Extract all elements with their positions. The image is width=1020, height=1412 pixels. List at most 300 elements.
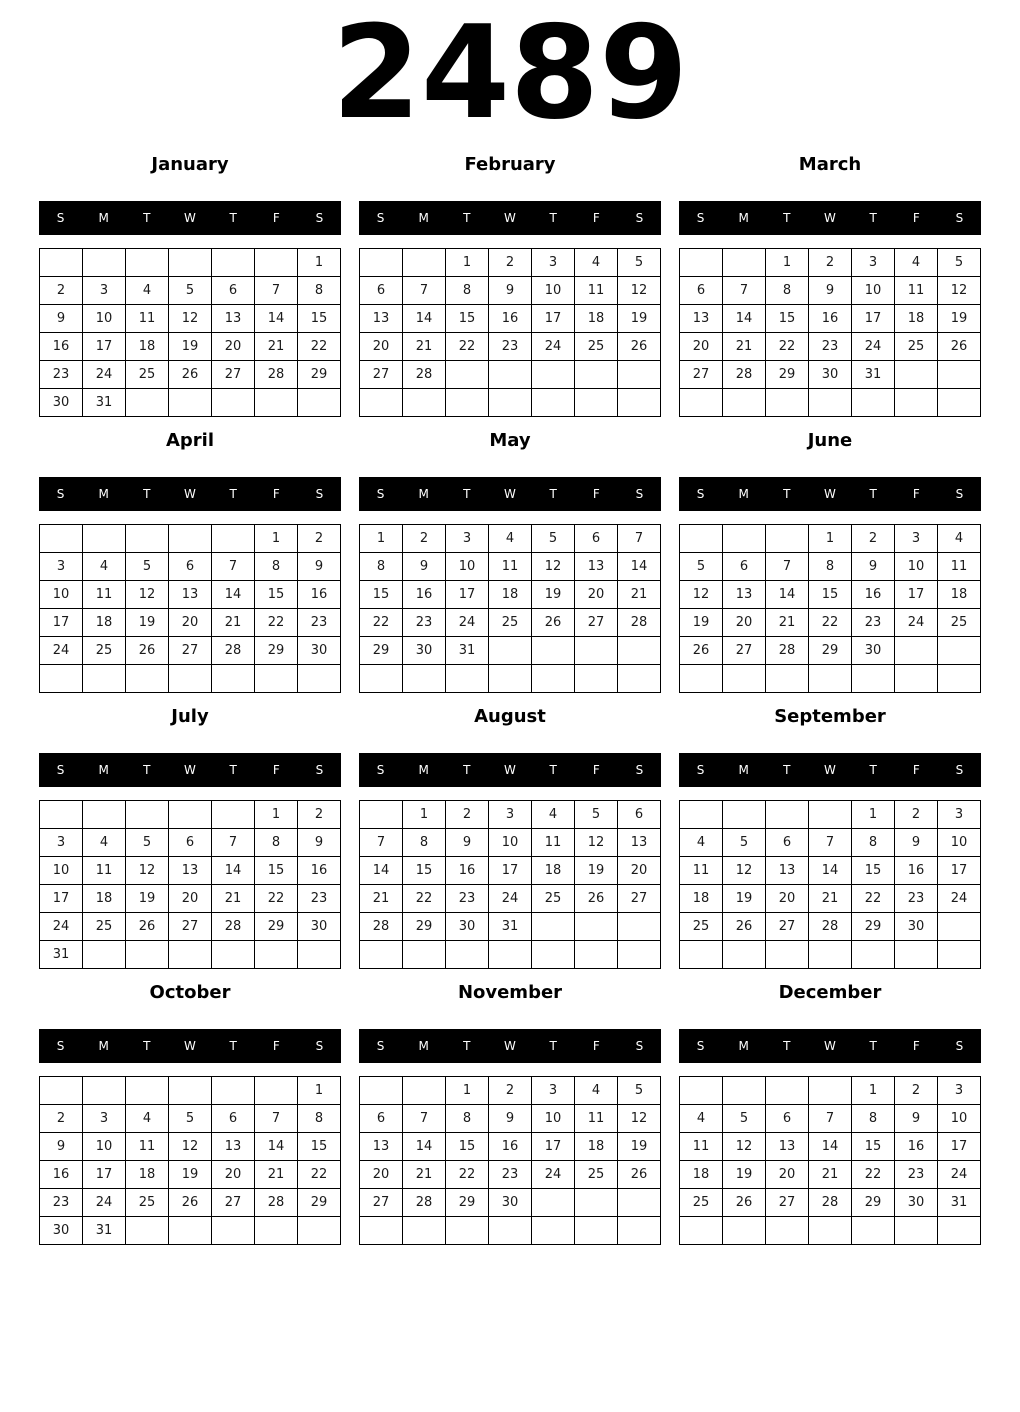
day-cell: 6 [766,1105,809,1133]
day-cell: 26 [169,361,212,389]
day-cell: 6 [680,277,723,305]
day-cell: 26 [126,913,169,941]
day-cell: 25 [895,333,938,361]
day-cell: 23 [403,609,446,637]
day-cell: 10 [532,277,575,305]
empty-day-cell [83,249,126,277]
day-cell: 24 [40,637,83,665]
day-cell: 16 [489,1133,532,1161]
day-cell: 23 [489,1161,532,1189]
day-cell: 15 [852,857,895,885]
day-cell: 31 [938,1189,981,1217]
month-day-grid [679,248,981,417]
day-cell: 22 [403,885,446,913]
weekday-label: T [549,211,557,225]
weekday-label: S [696,211,705,225]
day-cell: 16 [895,1133,938,1161]
day-cell: 1 [360,525,403,553]
weekday-label: T [869,211,877,225]
day-cell: 8 [446,277,489,305]
day-cell: 28 [403,1189,446,1217]
empty-day-cell [255,1077,298,1105]
day-cell: 16 [489,305,532,333]
empty-day-cell [169,1077,212,1105]
day-cell: 9 [298,829,341,857]
week-row [360,1217,661,1245]
day-cell: 17 [938,1133,981,1161]
empty-day-cell [169,941,212,969]
day-cell: 18 [895,305,938,333]
empty-day-cell [298,1217,341,1245]
day-cell: 15 [298,305,341,333]
empty-day-cell [446,361,489,389]
week-row [40,1217,341,1245]
month-august [359,706,661,969]
weekday-label: T [783,763,791,777]
day-cell: 6 [575,525,618,553]
empty-day-cell [809,1217,852,1245]
empty-day-cell [40,525,83,553]
day-cell: 24 [852,333,895,361]
empty-day-cell [766,801,809,829]
day-cell: 14 [723,305,766,333]
empty-day-cell [255,249,298,277]
day-cell: 2 [489,1077,532,1105]
empty-day-cell [809,389,852,417]
day-cell: 24 [40,913,83,941]
day-cell: 2 [403,525,446,553]
weekday-label: T [783,211,791,225]
day-cell: 15 [446,1133,489,1161]
empty-day-cell [575,389,618,417]
weekday-label: S [955,211,964,225]
empty-day-cell [723,525,766,553]
day-cell: 31 [40,941,83,969]
day-cell: 19 [169,333,212,361]
day-cell: 20 [360,1161,403,1189]
day-cell: 26 [723,913,766,941]
day-cell: 16 [40,333,83,361]
week-row [40,913,341,941]
empty-day-cell [489,941,532,969]
empty-day-cell [723,665,766,693]
day-cell: 10 [938,829,981,857]
week-row [360,1077,661,1105]
empty-day-cell [766,1077,809,1105]
day-cell: 14 [255,305,298,333]
day-cell: 11 [680,1133,723,1161]
week-row [680,801,981,829]
day-cell: 1 [298,1077,341,1105]
week-row [360,1133,661,1161]
month-title: October [149,982,231,1003]
day-cell: 21 [255,1161,298,1189]
empty-day-cell [83,1077,126,1105]
day-cell: 9 [446,829,489,857]
day-cell: 17 [83,333,126,361]
empty-day-cell [680,1217,723,1245]
day-cell: 4 [532,801,575,829]
month-title: May [489,430,531,451]
weekday-label: W [504,211,516,225]
week-row [680,637,981,665]
day-cell: 7 [212,829,255,857]
day-cell: 3 [40,553,83,581]
day-cell: 19 [723,885,766,913]
day-cell: 3 [938,801,981,829]
empty-day-cell [618,665,661,693]
empty-day-cell [618,637,661,665]
day-cell: 21 [809,885,852,913]
day-cell: 14 [403,305,446,333]
week-row [680,249,981,277]
day-cell: 29 [255,637,298,665]
weekday-label: T [783,1039,791,1053]
day-cell: 5 [126,829,169,857]
weekday-label: F [272,487,280,501]
weekday-label: W [504,763,516,777]
empty-day-cell [83,665,126,693]
day-cell: 2 [298,801,341,829]
day-cell: 23 [895,885,938,913]
day-cell: 27 [169,913,212,941]
week-row [680,1217,981,1245]
day-cell: 26 [169,1189,212,1217]
weekday-label: T [143,487,151,501]
weekday-label: F [912,487,920,501]
day-cell: 29 [446,1189,489,1217]
day-cell: 16 [895,857,938,885]
empty-day-cell [83,525,126,553]
day-cell: 2 [852,525,895,553]
empty-day-cell [809,1077,852,1105]
empty-day-cell [169,801,212,829]
empty-day-cell [360,941,403,969]
weekday-label: W [184,211,196,225]
day-cell: 15 [255,581,298,609]
empty-day-cell [40,249,83,277]
empty-day-cell [403,1217,446,1245]
empty-day-cell [938,637,981,665]
empty-day-cell [212,1217,255,1245]
day-cell: 13 [360,305,403,333]
empty-day-cell [723,941,766,969]
day-cell: 9 [895,1105,938,1133]
weekday-label: T [783,487,791,501]
weekday-label: F [912,211,920,225]
week-row [40,277,341,305]
day-cell: 15 [809,581,852,609]
day-cell: 7 [403,277,446,305]
day-cell: 4 [83,829,126,857]
day-cell: 16 [809,305,852,333]
day-cell: 28 [212,637,255,665]
weekday-label: T [229,487,237,501]
week-row [680,609,981,637]
day-cell: 20 [169,885,212,913]
day-cell: 25 [575,1161,618,1189]
day-cell: 4 [489,525,532,553]
day-cell: 5 [618,249,661,277]
month-day-grid [39,1076,341,1245]
day-cell: 4 [680,829,723,857]
weekday-label: F [592,487,600,501]
empty-day-cell [532,941,575,969]
empty-day-cell [212,801,255,829]
day-cell: 24 [489,885,532,913]
day-cell: 2 [298,525,341,553]
day-cell: 12 [618,1105,661,1133]
day-cell: 10 [938,1105,981,1133]
weekday-label: M [418,211,429,225]
week-row [360,665,661,693]
empty-day-cell [126,941,169,969]
day-cell: 18 [680,1161,723,1189]
day-cell: 31 [83,1217,126,1245]
day-cell: 13 [618,829,661,857]
day-cell: 3 [532,249,575,277]
day-cell: 2 [809,249,852,277]
day-cell: 26 [126,637,169,665]
day-cell: 5 [618,1077,661,1105]
week-row [680,1105,981,1133]
day-cell: 20 [618,857,661,885]
day-cell: 4 [126,277,169,305]
empty-day-cell [446,941,489,969]
day-cell: 29 [255,913,298,941]
day-cell: 16 [852,581,895,609]
empty-day-cell [126,389,169,417]
day-cell: 29 [766,361,809,389]
weekday-label: T [143,1039,151,1053]
empty-day-cell [360,665,403,693]
week-row [360,305,661,333]
day-cell: 1 [403,801,446,829]
day-cell: 6 [766,829,809,857]
day-cell: 4 [126,1105,169,1133]
day-cell: 26 [618,333,661,361]
day-cell: 7 [723,277,766,305]
day-cell: 21 [255,333,298,361]
day-cell: 12 [126,857,169,885]
day-cell: 10 [40,581,83,609]
day-cell: 30 [40,389,83,417]
day-cell: 28 [723,361,766,389]
day-cell: 31 [83,389,126,417]
day-cell: 18 [83,609,126,637]
day-cell: 22 [298,333,341,361]
day-cell: 26 [618,1161,661,1189]
weekday-label: W [184,487,196,501]
month-day-grid [359,1076,661,1245]
empty-day-cell [83,801,126,829]
day-cell: 2 [40,277,83,305]
empty-day-cell [169,389,212,417]
day-cell: 1 [298,249,341,277]
day-cell: 4 [938,525,981,553]
day-cell: 21 [618,581,661,609]
weekday-header-row [359,477,661,511]
empty-day-cell [618,941,661,969]
day-cell: 27 [360,361,403,389]
day-cell: 26 [575,885,618,913]
day-cell: 8 [852,1105,895,1133]
empty-day-cell [446,665,489,693]
day-cell: 19 [618,1133,661,1161]
day-cell: 20 [766,1161,809,1189]
empty-day-cell [298,665,341,693]
week-row [680,1161,981,1189]
weekday-label: T [869,763,877,777]
empty-day-cell [40,665,83,693]
day-cell: 12 [532,553,575,581]
empty-day-cell [680,665,723,693]
week-row [680,333,981,361]
day-cell: 29 [852,1189,895,1217]
day-cell: 22 [446,333,489,361]
day-cell: 18 [126,333,169,361]
day-cell: 13 [723,581,766,609]
empty-day-cell [403,665,446,693]
empty-day-cell [126,801,169,829]
day-cell: 28 [766,637,809,665]
weekday-label: S [376,1039,385,1053]
empty-day-cell [40,801,83,829]
day-cell: 11 [83,581,126,609]
month-title: February [464,154,556,175]
day-cell: 21 [766,609,809,637]
week-row [40,885,341,913]
week-row [360,609,661,637]
empty-day-cell [575,1189,618,1217]
empty-day-cell [575,941,618,969]
day-cell: 30 [895,1189,938,1217]
empty-day-cell [723,389,766,417]
day-cell: 23 [446,885,489,913]
day-cell: 27 [575,609,618,637]
month-day-grid [679,800,981,969]
day-cell: 1 [446,249,489,277]
month-march [679,154,981,417]
day-cell: 31 [489,913,532,941]
day-cell: 23 [489,333,532,361]
empty-day-cell [126,1217,169,1245]
month-day-grid [359,524,661,693]
day-cell: 14 [618,553,661,581]
empty-day-cell [532,913,575,941]
day-cell: 8 [255,829,298,857]
day-cell: 3 [40,829,83,857]
day-cell: 25 [126,1189,169,1217]
day-cell: 21 [212,885,255,913]
empty-day-cell [852,941,895,969]
weekday-header-row [359,201,661,235]
empty-day-cell [852,1217,895,1245]
day-cell: 13 [169,581,212,609]
day-cell: 25 [83,637,126,665]
day-cell: 1 [852,801,895,829]
weekday-header-row [679,201,981,235]
weekday-label: T [869,1039,877,1053]
empty-day-cell [446,389,489,417]
weekday-label: S [315,763,324,777]
day-cell: 16 [403,581,446,609]
empty-day-cell [489,361,532,389]
day-cell: 11 [489,553,532,581]
empty-day-cell [618,389,661,417]
day-cell: 8 [360,553,403,581]
weekday-label: M [418,1039,429,1053]
day-cell: 27 [212,1189,255,1217]
month-february [359,154,661,417]
day-cell: 11 [532,829,575,857]
day-cell: 24 [83,361,126,389]
day-cell: 7 [809,829,852,857]
empty-day-cell [680,1077,723,1105]
week-row [40,1133,341,1161]
day-cell: 3 [446,525,489,553]
empty-day-cell [489,1217,532,1245]
empty-day-cell [618,1189,661,1217]
month-june [679,430,981,693]
day-cell: 3 [83,1105,126,1133]
week-row [680,829,981,857]
day-cell: 14 [809,1133,852,1161]
day-cell: 12 [618,277,661,305]
day-cell: 17 [532,305,575,333]
weekday-label: M [98,211,109,225]
empty-day-cell [126,525,169,553]
day-cell: 15 [298,1133,341,1161]
week-row [680,913,981,941]
empty-day-cell [723,1217,766,1245]
day-cell: 4 [575,1077,618,1105]
empty-day-cell [575,361,618,389]
year-title: 2489 [331,0,689,148]
empty-day-cell [532,1189,575,1217]
day-cell: 23 [298,609,341,637]
weekday-label: S [696,763,705,777]
day-cell: 21 [360,885,403,913]
week-row [360,553,661,581]
month-day-grid [39,248,341,417]
week-row [680,857,981,885]
weekday-label: W [504,1039,516,1053]
week-row [360,829,661,857]
month-title: December [778,982,882,1003]
day-cell: 23 [852,609,895,637]
empty-day-cell [680,389,723,417]
day-cell: 10 [83,305,126,333]
day-cell: 11 [895,277,938,305]
day-cell: 16 [40,1161,83,1189]
day-cell: 12 [169,305,212,333]
day-cell: 25 [938,609,981,637]
week-row [360,249,661,277]
weekday-label: F [912,763,920,777]
day-cell: 30 [298,913,341,941]
day-cell: 29 [298,1189,341,1217]
day-cell: 17 [532,1133,575,1161]
day-cell: 20 [212,333,255,361]
day-cell: 9 [403,553,446,581]
empty-day-cell [938,361,981,389]
weekday-label: T [229,1039,237,1053]
weekday-label: T [549,487,557,501]
week-row [680,581,981,609]
weekday-label: M [98,487,109,501]
empty-day-cell [618,361,661,389]
